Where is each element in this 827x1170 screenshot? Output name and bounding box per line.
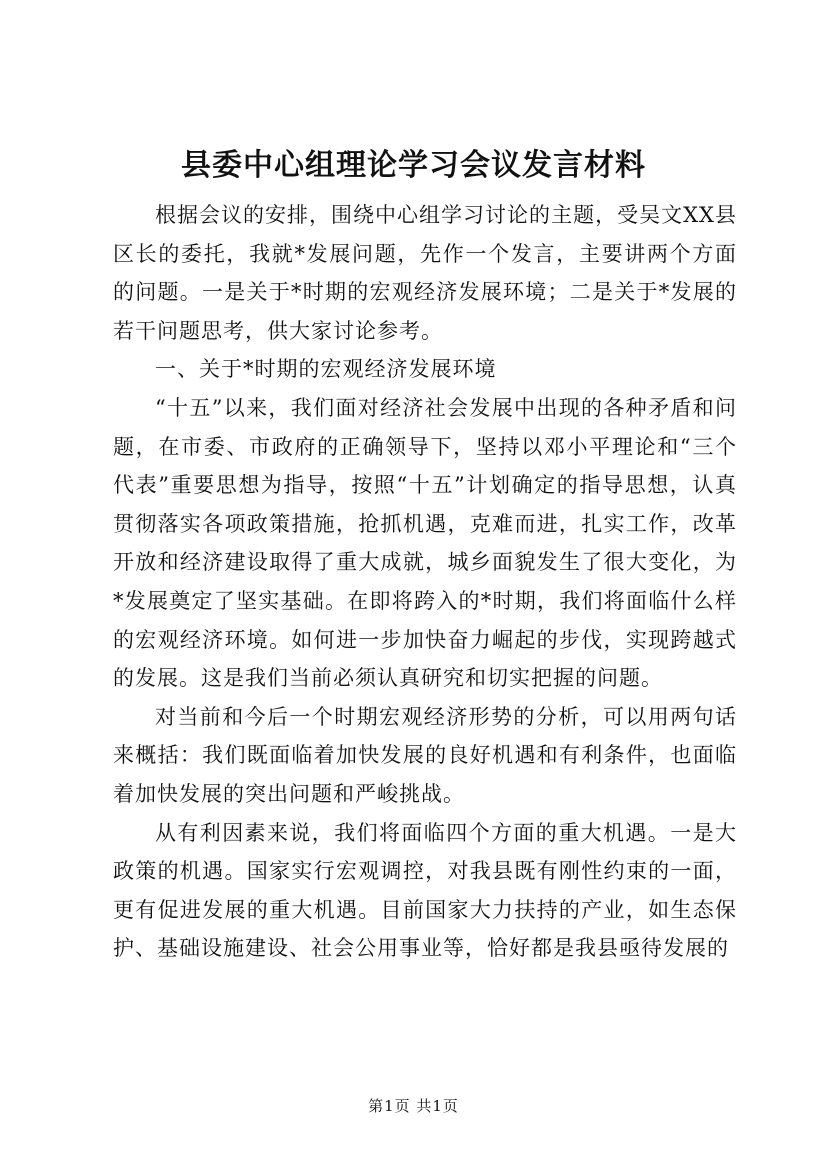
document-title: 县委中心组理论学习会议发言材料 bbox=[181, 148, 646, 183]
paragraph-opportunities: 从有利因素来说，我们将面临四个方面的重大机遇。一是大政策的机遇。国家实行宏观调控，对我县既有刚性约束的一面，更有促进发展的重大机遇。目前国家大力扶持的产业，如生态保护、基础设施建设、社会公用事业等，恰好都是我县亟待发展的 bbox=[113, 820, 737, 961]
page-footer: 第1页 共1页 bbox=[368, 1097, 459, 1115]
paragraph-review: “十五”以来，我们面对经济社会发展中出现的各种矛盾和问题，在市委、市政府的正确领导下，坚持以邓小平理论和“三个代表”重要思想为指导，按照“十五”计划确定的指导思想，认真贯彻落实各项政策措施，抢抓机遇，克难而进，扎实工作，改革开放和经济建设取得了重大成就，城乡面貌发生了很大变化，为*发展奠定了坚实基础。在即将跨入的*时期，我们将面临什么样的宏观经济环境。如何进一步加快奋力崛起的步伐，实现跨越式的发展。这是我们当前必须认真研究和切实把握的问题。 bbox=[113, 395, 737, 691]
document-body bbox=[113, 196, 737, 968]
paragraph-analysis: 对当前和今后一个时期宏观经济形势的分析，可以用两句话来概括：我们既面临着加快发展的良好机遇和有利条件，也面临着加快发展的突出问题和严峻挑战。 bbox=[113, 704, 737, 806]
section-heading: 一、关于*时期的宏观经济发展环境 bbox=[155, 357, 497, 382]
paragraph-intro: 根据会议的安排，围绕中心组学习讨论的主题，受吴文XX县区长的委托，我就*发展问题，先作一个发言，主要讲两个方面的问题。一是关于*时期的宏观经济发展环境；二是关于*发展的若干问题思考，供大家讨论参考。 bbox=[113, 203, 737, 343]
